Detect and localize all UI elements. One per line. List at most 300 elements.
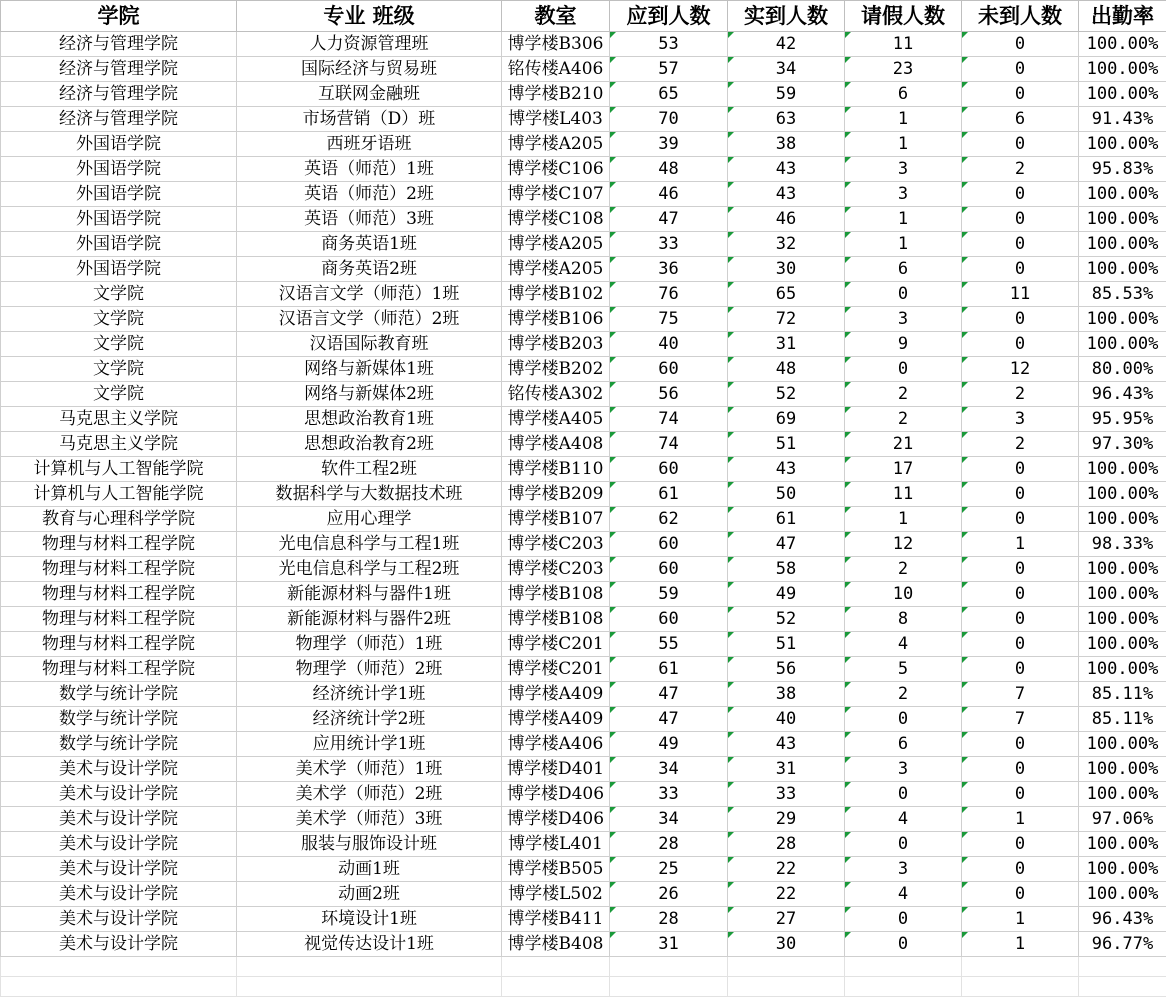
absent-count-cell[interactable] <box>962 407 1079 432</box>
classroom-cell[interactable] <box>502 382 610 407</box>
expected-count-cell[interactable] <box>610 257 728 282</box>
college-cell[interactable] <box>1 557 237 582</box>
leave-count-cell[interactable] <box>845 582 962 607</box>
present-count-cell[interactable] <box>728 607 845 632</box>
leave-count-cell[interactable] <box>845 907 962 932</box>
major-class-cell[interactable] <box>237 857 502 882</box>
attendance-rate-cell[interactable] <box>1079 582 1166 607</box>
absent-count-cell[interactable] <box>962 32 1079 57</box>
college-cell[interactable] <box>1 507 237 532</box>
present-count-cell[interactable] <box>728 657 845 682</box>
expected-count-cell[interactable] <box>610 457 728 482</box>
college-cell[interactable] <box>1 932 237 957</box>
absent-count-cell[interactable] <box>962 107 1079 132</box>
college-cell[interactable] <box>1 907 237 932</box>
attendance-rate-cell[interactable] <box>1079 82 1166 107</box>
college-cell[interactable] <box>1 82 237 107</box>
attendance-rate-cell[interactable] <box>1079 832 1166 857</box>
leave-count-cell[interactable] <box>845 632 962 657</box>
major-class-cell[interactable] <box>237 807 502 832</box>
attendance-rate-cell[interactable] <box>1079 732 1166 757</box>
absent-count-cell[interactable] <box>962 157 1079 182</box>
college-cell[interactable] <box>1 57 237 82</box>
leave-count-cell[interactable] <box>845 157 962 182</box>
college-cell[interactable] <box>1 707 237 732</box>
present-count-cell[interactable] <box>728 782 845 807</box>
present-count-cell[interactable] <box>728 357 845 382</box>
major-class-cell[interactable] <box>237 707 502 732</box>
absent-count-cell[interactable] <box>962 132 1079 157</box>
empty-cell[interactable] <box>728 957 845 977</box>
classroom-cell[interactable] <box>502 557 610 582</box>
classroom-cell[interactable] <box>502 582 610 607</box>
leave-count-cell[interactable] <box>845 832 962 857</box>
college-cell[interactable] <box>1 607 237 632</box>
major-class-cell[interactable] <box>237 782 502 807</box>
college-cell[interactable] <box>1 432 237 457</box>
major-class-cell[interactable] <box>237 232 502 257</box>
present-count-cell[interactable] <box>728 482 845 507</box>
attendance-rate-cell[interactable] <box>1079 657 1166 682</box>
present-count-cell[interactable] <box>728 707 845 732</box>
leave-count-cell[interactable] <box>845 882 962 907</box>
classroom-cell[interactable] <box>502 257 610 282</box>
attendance-rate-cell[interactable] <box>1079 682 1166 707</box>
major-class-cell[interactable] <box>237 107 502 132</box>
present-count-cell[interactable] <box>728 432 845 457</box>
college-cell[interactable] <box>1 107 237 132</box>
expected-count-cell[interactable] <box>610 782 728 807</box>
attendance-rate-cell[interactable] <box>1079 607 1166 632</box>
present-count-cell[interactable] <box>728 882 845 907</box>
header-leave-count[interactable]: 请假人数 <box>845 1 962 32</box>
classroom-cell[interactable] <box>502 182 610 207</box>
header-absent-count[interactable]: 未到人数 <box>962 1 1079 32</box>
header-expected-count[interactable]: 应到人数 <box>610 1 728 32</box>
expected-count-cell[interactable] <box>610 632 728 657</box>
present-count-cell[interactable] <box>728 307 845 332</box>
absent-count-cell[interactable] <box>962 607 1079 632</box>
absent-count-cell[interactable] <box>962 357 1079 382</box>
attendance-rate-cell[interactable] <box>1079 32 1166 57</box>
absent-count-cell[interactable] <box>962 332 1079 357</box>
leave-count-cell[interactable] <box>845 32 962 57</box>
present-count-cell[interactable] <box>728 207 845 232</box>
leave-count-cell[interactable] <box>845 207 962 232</box>
major-class-cell[interactable] <box>237 632 502 657</box>
college-cell[interactable] <box>1 407 237 432</box>
college-cell[interactable] <box>1 382 237 407</box>
leave-count-cell[interactable] <box>845 457 962 482</box>
classroom-cell[interactable] <box>502 757 610 782</box>
classroom-cell[interactable] <box>502 407 610 432</box>
college-cell[interactable] <box>1 482 237 507</box>
attendance-rate-cell[interactable] <box>1079 507 1166 532</box>
absent-count-cell[interactable] <box>962 282 1079 307</box>
absent-count-cell[interactable] <box>962 457 1079 482</box>
absent-count-cell[interactable] <box>962 782 1079 807</box>
classroom-cell[interactable] <box>502 157 610 182</box>
major-class-cell[interactable] <box>237 32 502 57</box>
attendance-rate-cell[interactable] <box>1079 382 1166 407</box>
attendance-rate-cell[interactable] <box>1079 407 1166 432</box>
leave-count-cell[interactable] <box>845 607 962 632</box>
expected-count-cell[interactable] <box>610 657 728 682</box>
attendance-rate-cell[interactable] <box>1079 257 1166 282</box>
expected-count-cell[interactable] <box>610 107 728 132</box>
expected-count-cell[interactable] <box>610 507 728 532</box>
present-count-cell[interactable] <box>728 457 845 482</box>
expected-count-cell[interactable] <box>610 407 728 432</box>
expected-count-cell[interactable] <box>610 57 728 82</box>
leave-count-cell[interactable] <box>845 257 962 282</box>
major-class-cell[interactable] <box>237 557 502 582</box>
college-cell[interactable] <box>1 332 237 357</box>
college-cell[interactable] <box>1 782 237 807</box>
classroom-cell[interactable] <box>502 232 610 257</box>
leave-count-cell[interactable] <box>845 532 962 557</box>
attendance-rate-cell[interactable] <box>1079 557 1166 582</box>
leave-count-cell[interactable] <box>845 757 962 782</box>
expected-count-cell[interactable] <box>610 382 728 407</box>
expected-count-cell[interactable] <box>610 332 728 357</box>
present-count-cell[interactable] <box>728 182 845 207</box>
expected-count-cell[interactable] <box>610 207 728 232</box>
expected-count-cell[interactable] <box>610 482 728 507</box>
absent-count-cell[interactable] <box>962 832 1079 857</box>
present-count-cell[interactable] <box>728 757 845 782</box>
expected-count-cell[interactable] <box>610 882 728 907</box>
leave-count-cell[interactable] <box>845 407 962 432</box>
absent-count-cell[interactable] <box>962 307 1079 332</box>
expected-count-cell[interactable] <box>610 907 728 932</box>
absent-count-cell[interactable] <box>962 807 1079 832</box>
header-attendance-rate[interactable]: 出勤率 <box>1079 1 1166 32</box>
present-count-cell[interactable] <box>728 232 845 257</box>
present-count-cell[interactable] <box>728 257 845 282</box>
present-count-cell[interactable] <box>728 532 845 557</box>
attendance-rate-cell[interactable] <box>1079 357 1166 382</box>
absent-count-cell[interactable] <box>962 932 1079 957</box>
absent-count-cell[interactable] <box>962 432 1079 457</box>
classroom-cell[interactable] <box>502 682 610 707</box>
major-class-cell[interactable] <box>237 307 502 332</box>
present-count-cell[interactable] <box>728 332 845 357</box>
expected-count-cell[interactable] <box>610 282 728 307</box>
absent-count-cell[interactable] <box>962 907 1079 932</box>
expected-count-cell[interactable] <box>610 432 728 457</box>
major-class-cell[interactable] <box>237 757 502 782</box>
leave-count-cell[interactable] <box>845 657 962 682</box>
present-count-cell[interactable] <box>728 407 845 432</box>
expected-count-cell[interactable] <box>610 307 728 332</box>
classroom-cell[interactable] <box>502 707 610 732</box>
absent-count-cell[interactable] <box>962 482 1079 507</box>
attendance-rate-cell[interactable] <box>1079 157 1166 182</box>
absent-count-cell[interactable] <box>962 507 1079 532</box>
classroom-cell[interactable] <box>502 657 610 682</box>
major-class-cell[interactable] <box>237 132 502 157</box>
college-cell[interactable] <box>1 282 237 307</box>
college-cell[interactable] <box>1 257 237 282</box>
leave-count-cell[interactable] <box>845 232 962 257</box>
attendance-rate-cell[interactable] <box>1079 632 1166 657</box>
major-class-cell[interactable] <box>237 907 502 932</box>
major-class-cell[interactable] <box>237 607 502 632</box>
expected-count-cell[interactable] <box>610 32 728 57</box>
leave-count-cell[interactable] <box>845 382 962 407</box>
attendance-rate-cell[interactable] <box>1079 707 1166 732</box>
major-class-cell[interactable] <box>237 532 502 557</box>
college-cell[interactable] <box>1 532 237 557</box>
leave-count-cell[interactable] <box>845 682 962 707</box>
empty-cell[interactable] <box>845 957 962 977</box>
absent-count-cell[interactable] <box>962 732 1079 757</box>
college-cell[interactable] <box>1 132 237 157</box>
leave-count-cell[interactable] <box>845 132 962 157</box>
absent-count-cell[interactable] <box>962 82 1079 107</box>
major-class-cell[interactable] <box>237 682 502 707</box>
attendance-rate-cell[interactable] <box>1079 532 1166 557</box>
present-count-cell[interactable] <box>728 107 845 132</box>
classroom-cell[interactable] <box>502 507 610 532</box>
major-class-cell[interactable] <box>237 257 502 282</box>
major-class-cell[interactable] <box>237 382 502 407</box>
leave-count-cell[interactable] <box>845 307 962 332</box>
attendance-rate-cell[interactable] <box>1079 332 1166 357</box>
leave-count-cell[interactable] <box>845 332 962 357</box>
attendance-rate-cell[interactable] <box>1079 482 1166 507</box>
absent-count-cell[interactable] <box>962 207 1079 232</box>
attendance-rate-cell[interactable] <box>1079 757 1166 782</box>
attendance-rate-cell[interactable] <box>1079 457 1166 482</box>
expected-count-cell[interactable] <box>610 357 728 382</box>
classroom-cell[interactable] <box>502 57 610 82</box>
absent-count-cell[interactable] <box>962 682 1079 707</box>
classroom-cell[interactable] <box>502 882 610 907</box>
major-class-cell[interactable] <box>237 332 502 357</box>
major-class-cell[interactable] <box>237 432 502 457</box>
expected-count-cell[interactable] <box>610 807 728 832</box>
present-count-cell[interactable] <box>728 132 845 157</box>
college-cell[interactable] <box>1 357 237 382</box>
major-class-cell[interactable] <box>237 157 502 182</box>
absent-count-cell[interactable] <box>962 632 1079 657</box>
empty-cell[interactable] <box>1079 957 1166 977</box>
attendance-rate-cell[interactable] <box>1079 857 1166 882</box>
absent-count-cell[interactable] <box>962 657 1079 682</box>
major-class-cell[interactable] <box>237 657 502 682</box>
leave-count-cell[interactable] <box>845 857 962 882</box>
attendance-rate-cell[interactable] <box>1079 207 1166 232</box>
classroom-cell[interactable] <box>502 932 610 957</box>
leave-count-cell[interactable] <box>845 707 962 732</box>
leave-count-cell[interactable] <box>845 82 962 107</box>
leave-count-cell[interactable] <box>845 807 962 832</box>
attendance-rate-cell[interactable] <box>1079 282 1166 307</box>
major-class-cell[interactable] <box>237 932 502 957</box>
attendance-rate-cell[interactable] <box>1079 232 1166 257</box>
classroom-cell[interactable] <box>502 732 610 757</box>
absent-count-cell[interactable] <box>962 557 1079 582</box>
classroom-cell[interactable] <box>502 457 610 482</box>
major-class-cell[interactable] <box>237 207 502 232</box>
major-class-cell[interactable] <box>237 357 502 382</box>
present-count-cell[interactable] <box>728 382 845 407</box>
college-cell[interactable] <box>1 757 237 782</box>
present-count-cell[interactable] <box>728 507 845 532</box>
leave-count-cell[interactable] <box>845 107 962 132</box>
expected-count-cell[interactable] <box>610 157 728 182</box>
empty-cell[interactable] <box>610 957 728 977</box>
absent-count-cell[interactable] <box>962 707 1079 732</box>
attendance-rate-cell[interactable] <box>1079 57 1166 82</box>
leave-count-cell[interactable] <box>845 557 962 582</box>
attendance-rate-cell[interactable] <box>1079 307 1166 332</box>
expected-count-cell[interactable] <box>610 182 728 207</box>
present-count-cell[interactable] <box>728 557 845 582</box>
present-count-cell[interactable] <box>728 582 845 607</box>
classroom-cell[interactable] <box>502 782 610 807</box>
classroom-cell[interactable] <box>502 332 610 357</box>
expected-count-cell[interactable] <box>610 732 728 757</box>
header-present-count[interactable]: 实到人数 <box>728 1 845 32</box>
major-class-cell[interactable] <box>237 57 502 82</box>
classroom-cell[interactable] <box>502 807 610 832</box>
absent-count-cell[interactable] <box>962 757 1079 782</box>
present-count-cell[interactable] <box>728 682 845 707</box>
attendance-rate-cell[interactable] <box>1079 882 1166 907</box>
present-count-cell[interactable] <box>728 832 845 857</box>
classroom-cell[interactable] <box>502 857 610 882</box>
absent-count-cell[interactable] <box>962 182 1079 207</box>
expected-count-cell[interactable] <box>610 757 728 782</box>
major-class-cell[interactable] <box>237 82 502 107</box>
header-classroom[interactable]: 教室 <box>502 1 610 32</box>
absent-count-cell[interactable] <box>962 882 1079 907</box>
college-cell[interactable] <box>1 832 237 857</box>
classroom-cell[interactable] <box>502 82 610 107</box>
major-class-cell[interactable] <box>237 732 502 757</box>
college-cell[interactable] <box>1 807 237 832</box>
major-class-cell[interactable] <box>237 407 502 432</box>
expected-count-cell[interactable] <box>610 557 728 582</box>
absent-count-cell[interactable] <box>962 382 1079 407</box>
leave-count-cell[interactable] <box>845 932 962 957</box>
expected-count-cell[interactable] <box>610 532 728 557</box>
college-cell[interactable] <box>1 882 237 907</box>
attendance-rate-cell[interactable] <box>1079 907 1166 932</box>
attendance-rate-cell[interactable] <box>1079 107 1166 132</box>
classroom-cell[interactable] <box>502 532 610 557</box>
expected-count-cell[interactable] <box>610 82 728 107</box>
attendance-rate-cell[interactable] <box>1079 182 1166 207</box>
college-cell[interactable] <box>1 207 237 232</box>
classroom-cell[interactable] <box>502 307 610 332</box>
college-cell[interactable] <box>1 732 237 757</box>
present-count-cell[interactable] <box>728 282 845 307</box>
major-class-cell[interactable] <box>237 182 502 207</box>
leave-count-cell[interactable] <box>845 482 962 507</box>
present-count-cell[interactable] <box>728 857 845 882</box>
college-cell[interactable] <box>1 457 237 482</box>
present-count-cell[interactable] <box>728 632 845 657</box>
present-count-cell[interactable] <box>728 32 845 57</box>
present-count-cell[interactable] <box>728 732 845 757</box>
empty-cell[interactable] <box>237 957 502 977</box>
college-cell[interactable] <box>1 632 237 657</box>
college-cell[interactable] <box>1 857 237 882</box>
expected-count-cell[interactable] <box>610 132 728 157</box>
empty-cell[interactable] <box>1 957 237 977</box>
empty-cell[interactable] <box>962 957 1079 977</box>
attendance-rate-cell[interactable] <box>1079 932 1166 957</box>
absent-count-cell[interactable] <box>962 582 1079 607</box>
expected-count-cell[interactable] <box>610 932 728 957</box>
classroom-cell[interactable] <box>502 32 610 57</box>
expected-count-cell[interactable] <box>610 832 728 857</box>
absent-count-cell[interactable] <box>962 857 1079 882</box>
leave-count-cell[interactable] <box>845 432 962 457</box>
present-count-cell[interactable] <box>728 932 845 957</box>
present-count-cell[interactable] <box>728 82 845 107</box>
present-count-cell[interactable] <box>728 807 845 832</box>
classroom-cell[interactable] <box>502 832 610 857</box>
present-count-cell[interactable] <box>728 57 845 82</box>
absent-count-cell[interactable] <box>962 257 1079 282</box>
classroom-cell[interactable] <box>502 907 610 932</box>
college-cell[interactable] <box>1 682 237 707</box>
leave-count-cell[interactable] <box>845 507 962 532</box>
college-cell[interactable] <box>1 182 237 207</box>
classroom-cell[interactable] <box>502 482 610 507</box>
major-class-cell[interactable] <box>237 882 502 907</box>
major-class-cell[interactable] <box>237 507 502 532</box>
classroom-cell[interactable] <box>502 357 610 382</box>
leave-count-cell[interactable] <box>845 357 962 382</box>
attendance-rate-cell[interactable] <box>1079 807 1166 832</box>
college-cell[interactable] <box>1 232 237 257</box>
present-count-cell[interactable] <box>728 907 845 932</box>
leave-count-cell[interactable] <box>845 282 962 307</box>
expected-count-cell[interactable] <box>610 857 728 882</box>
attendance-rate-cell[interactable] <box>1079 782 1166 807</box>
college-cell[interactable] <box>1 307 237 332</box>
leave-count-cell[interactable] <box>845 57 962 82</box>
college-cell[interactable] <box>1 32 237 57</box>
major-class-cell[interactable] <box>237 482 502 507</box>
major-class-cell[interactable] <box>237 832 502 857</box>
attendance-rate-cell[interactable] <box>1079 132 1166 157</box>
classroom-cell[interactable] <box>502 432 610 457</box>
major-class-cell[interactable] <box>237 582 502 607</box>
header-college[interactable]: 学院 <box>1 1 237 32</box>
absent-count-cell[interactable] <box>962 532 1079 557</box>
major-class-cell[interactable] <box>237 282 502 307</box>
classroom-cell[interactable] <box>502 632 610 657</box>
college-cell[interactable] <box>1 582 237 607</box>
absent-count-cell[interactable] <box>962 232 1079 257</box>
expected-count-cell[interactable] <box>610 607 728 632</box>
leave-count-cell[interactable] <box>845 782 962 807</box>
expected-count-cell[interactable] <box>610 232 728 257</box>
classroom-cell[interactable] <box>502 132 610 157</box>
college-cell[interactable] <box>1 157 237 182</box>
leave-count-cell[interactable] <box>845 182 962 207</box>
absent-count-cell[interactable] <box>962 57 1079 82</box>
expected-count-cell[interactable] <box>610 707 728 732</box>
major-class-cell[interactable] <box>237 457 502 482</box>
